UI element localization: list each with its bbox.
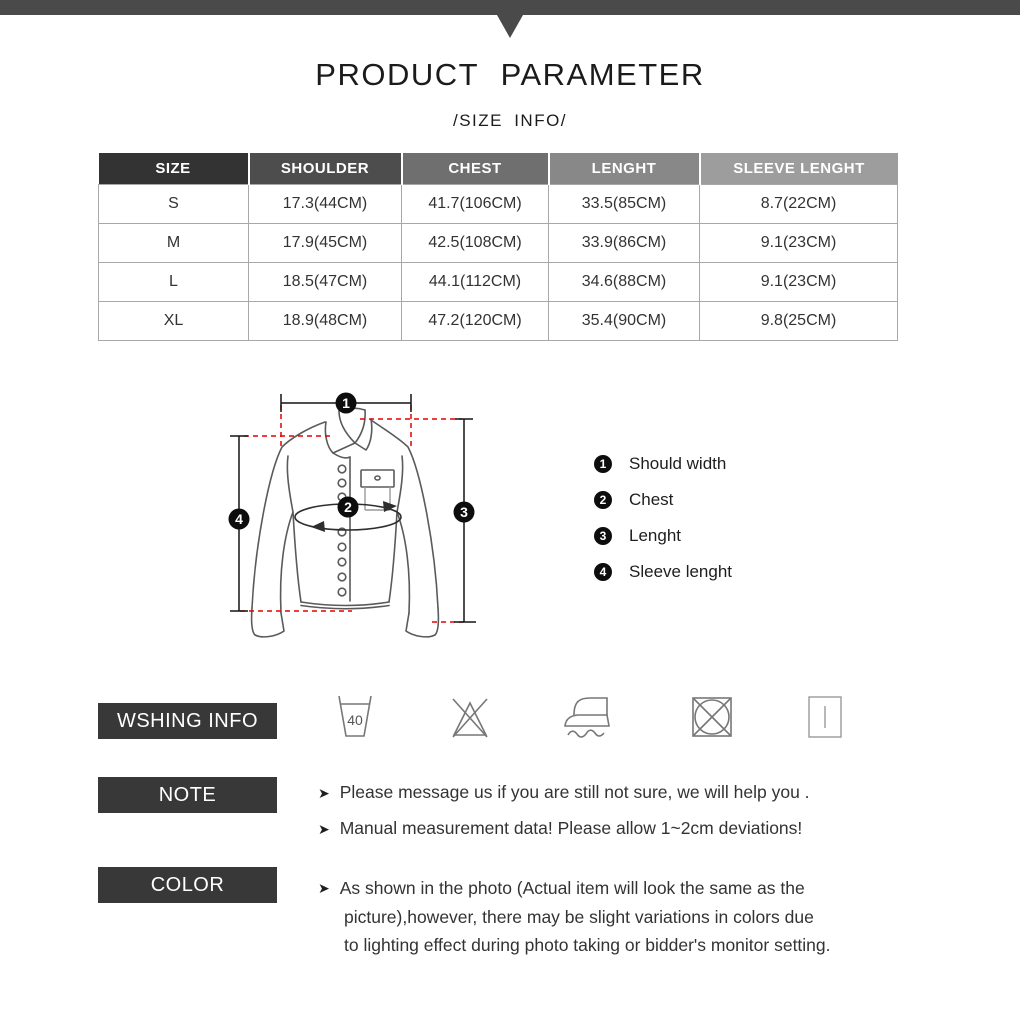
marker-1-label: 1	[342, 395, 350, 411]
legend-num-3: 3	[594, 527, 612, 545]
legend-label: Lenght	[629, 526, 681, 545]
color-text: As shown in the photo (Actual item will look the same as the	[339, 878, 805, 898]
table-cell: 17.3(44CM)	[249, 184, 402, 223]
color-line	[318, 903, 831, 932]
top-banner-bar	[0, 0, 1020, 15]
table-cell: 47.2(120CM)	[402, 301, 549, 340]
table-cell: L	[99, 262, 249, 301]
arrow-bullet-icon: ➤	[318, 821, 330, 837]
note-text: Please message us if you are still not sure, we will help you .	[339, 782, 810, 802]
legend-label: Should width	[629, 454, 727, 473]
table-row-s	[99, 184, 898, 223]
table-cell: 9.1(23CM)	[700, 223, 898, 262]
marker-2-label: 2	[344, 499, 352, 515]
table-cell: 41.7(106CM)	[402, 184, 549, 223]
table-cell: 33.9(86CM)	[549, 223, 700, 262]
indent-spacer	[318, 931, 344, 960]
legend-item-chest	[594, 482, 732, 518]
drip-dry-icon	[805, 694, 845, 740]
table-cell: 18.9(48CM)	[249, 301, 402, 340]
marker-3-label: 3	[460, 504, 468, 520]
color-bar: COLOR	[98, 867, 277, 903]
table-cell: 17.9(45CM)	[249, 223, 402, 262]
header-length: LENGHT	[549, 153, 700, 184]
arrow-bullet-icon: ➤	[318, 785, 330, 801]
table-cell: 9.8(25CM)	[700, 301, 898, 340]
iron-icon	[562, 692, 618, 742]
note-list	[318, 782, 810, 854]
washing-info-bar: WSHING INFO	[98, 703, 277, 739]
legend-label: Sleeve lenght	[629, 562, 733, 581]
do-not-bleach-icon	[447, 693, 493, 741]
legend-num-2: 2	[594, 491, 612, 509]
table-cell: 44.1(112CM)	[402, 262, 549, 301]
size-table	[98, 153, 898, 341]
table-cell: M	[99, 223, 249, 262]
table-cell: 18.5(47CM)	[249, 262, 402, 301]
wash-temperature: 40	[347, 712, 363, 728]
legend-item-sleeve	[594, 554, 732, 590]
table-row-l	[99, 262, 898, 301]
washing-icons-row	[333, 689, 845, 745]
legend-num-4: 4	[594, 563, 612, 581]
table-cell: 34.6(88CM)	[549, 262, 700, 301]
do-not-tumble-dry-icon	[688, 693, 736, 741]
header-shoulder: SHOULDER	[249, 153, 402, 184]
note-bar: NOTE	[98, 777, 277, 813]
color-line	[318, 874, 831, 903]
legend-label: Chest	[629, 490, 674, 509]
table-cell: S	[99, 184, 249, 223]
color-text: picture),however, there may be slight variations in colors due	[344, 906, 814, 927]
wash-basin-40-icon	[333, 692, 377, 742]
shirt-diagram-icon	[224, 386, 484, 658]
table-cell: 9.1(23CM)	[700, 262, 898, 301]
marker-4-label: 4	[235, 511, 243, 527]
arrow-bullet-icon: ➤	[318, 880, 330, 896]
note-item	[318, 782, 810, 804]
indent-spacer	[318, 903, 344, 932]
color-text: to lighting effect during photo taking or bidder's monitor setting.	[344, 935, 831, 955]
legend-item-length	[594, 518, 732, 554]
color-line	[318, 931, 831, 960]
measurement-legend	[594, 446, 732, 590]
color-note-block	[318, 874, 831, 960]
table-row-m	[99, 223, 898, 262]
page-subtitle: /SIZE INFO/	[452, 111, 568, 130]
note-text: Manual measurement data! Please allow 1~2cm deviations!	[339, 818, 803, 838]
table-cell: 35.4(90CM)	[549, 301, 700, 340]
header-chest: CHEST	[402, 153, 549, 184]
page-title: PRODUCT PARAMETER	[315, 57, 705, 92]
header-size: SIZE	[99, 153, 249, 184]
size-table-header-row	[99, 153, 898, 184]
shirt-measurement-diagram	[224, 386, 484, 663]
table-cell: 42.5(108CM)	[402, 223, 549, 262]
table-cell: 8.7(22CM)	[700, 184, 898, 223]
table-cell: XL	[99, 301, 249, 340]
down-triangle-icon	[497, 15, 523, 38]
legend-item-shoulder	[594, 446, 732, 482]
table-cell: 33.5(85CM)	[549, 184, 700, 223]
table-row-xl	[99, 301, 898, 340]
legend-num-1: 1	[594, 455, 612, 473]
note-item	[318, 818, 810, 840]
header-sleeve-length: SLEEVE LENGHT	[700, 153, 898, 184]
